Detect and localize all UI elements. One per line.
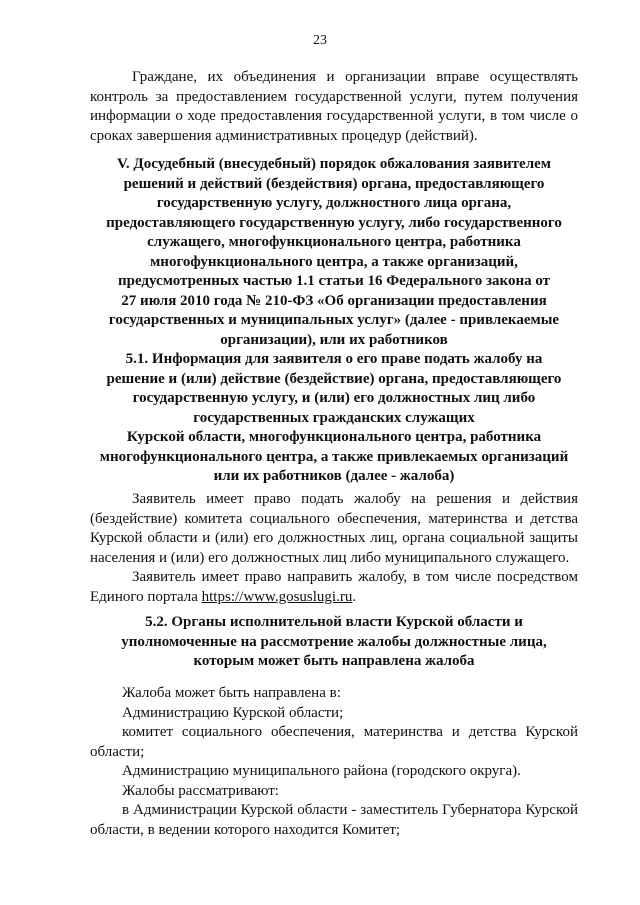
section-5-2-line: комитет социального обеспечения, материнства и детства Курской области; (90, 724, 578, 760)
section-v-heading-line: организации), или их работников (220, 331, 448, 348)
section-v-heading-line: служащего, многофункционального центра, работника (147, 234, 521, 250)
section-5-2-line: в Администрации Курской области - заместитель Губернатора Курской области, в ведении которого находится Комитет; (90, 802, 578, 838)
section-v-heading-line: государственных и муниципальных услуг» (далее - привлекаемые (108, 312, 560, 328)
section-5-1-body (90, 490, 578, 607)
section-5-2-line: Администрацию муниципального района (городского округа). (122, 763, 521, 779)
section-5-1-heading-line: или их работников (далее - жалоба) (213, 468, 455, 484)
section-5-1-paragraph-portal (90, 568, 578, 607)
section-5-1-heading-line: 5.1. Информация для заявителя о его праве подать жалобу на (125, 351, 543, 367)
section-5-1-heading-line: многофункционального центра, а также привлекаемых организаций (99, 448, 569, 465)
section-v-heading-line: V. Досудебный (внесудебный) порядок обжалования заявителем (116, 156, 552, 172)
section-v-heading-line: многофункционального центра, а также организаций, (150, 253, 518, 270)
section-5-2-heading-line: которым может быть направлена жалоба (193, 653, 475, 669)
section-v-heading-line: решений и действий (бездействия) органа, предоставляющего (123, 175, 545, 192)
section-v-heading-line: предоставляющего государственную услугу, либо государственного (106, 214, 562, 231)
section-5-2-line: Жалоба может быть направлена в: (122, 685, 341, 701)
section-v-heading-line: государственную услугу, должностного лица органа, (156, 195, 512, 211)
section-5-1-heading-line: Курской области, многофункционального центра, работника (126, 429, 542, 445)
page-number: 23 (313, 33, 327, 48)
section-5-2-body (90, 684, 578, 840)
section-5-2-heading (90, 613, 578, 672)
section-v-heading-line: предусмотренных частью 1.1 статьи 16 Федерального закона от (117, 273, 551, 289)
section-v-heading-line: 27 июля 2010 года № 210-ФЗ «Об организации предоставления (121, 292, 547, 309)
section-5-2-line: Жалобы рассматривают: (122, 782, 279, 799)
portal-text: Заявитель имеет право направить жалобу, в том числе посредством Единого портала (90, 569, 578, 605)
intro-paragraph-block (90, 68, 578, 146)
section-5-1-heading-line: решение и (или) действие (бездействие) органа, предоставляющего (106, 370, 562, 387)
intro-paragraph: Граждане, их объединения и организации вправе осуществлять контроль за предоставлением государственной услуги, путем получения информации о ходе предоставления государственной услуги, в том числе о сроках завершения административных процедур (действий). (90, 69, 578, 144)
section-5-1-paragraph: Заявитель имеет право подать жалобу на решения и действия (бездействие) комитета социального обеспечения, материнства и детства Курской области и (или) его должностных лиц, органа социальной защиты населения и (или) его должностных лиц либо муниципального служащего. (90, 491, 578, 566)
section-5-1-heading-line: государственных гражданских служащих (193, 409, 475, 426)
section-v-heading (90, 155, 578, 350)
gosuslugi-link[interactable]: https://www.gosuslugi.ru (201, 588, 353, 605)
portal-text-end: . (352, 588, 357, 605)
section-5-2-line: Администрацию Курской области; (122, 704, 344, 721)
section-5-1-heading-line: государственную услугу, и (или) его должностных лиц либо (132, 390, 536, 406)
section-5-2-heading-line: 5.2. Органы исполнительной власти Курской области и (145, 614, 523, 630)
section-5-1-heading (90, 350, 578, 487)
section-5-2-heading-line: уполномоченные на рассмотрение жалобы должностные лица, (121, 633, 547, 650)
